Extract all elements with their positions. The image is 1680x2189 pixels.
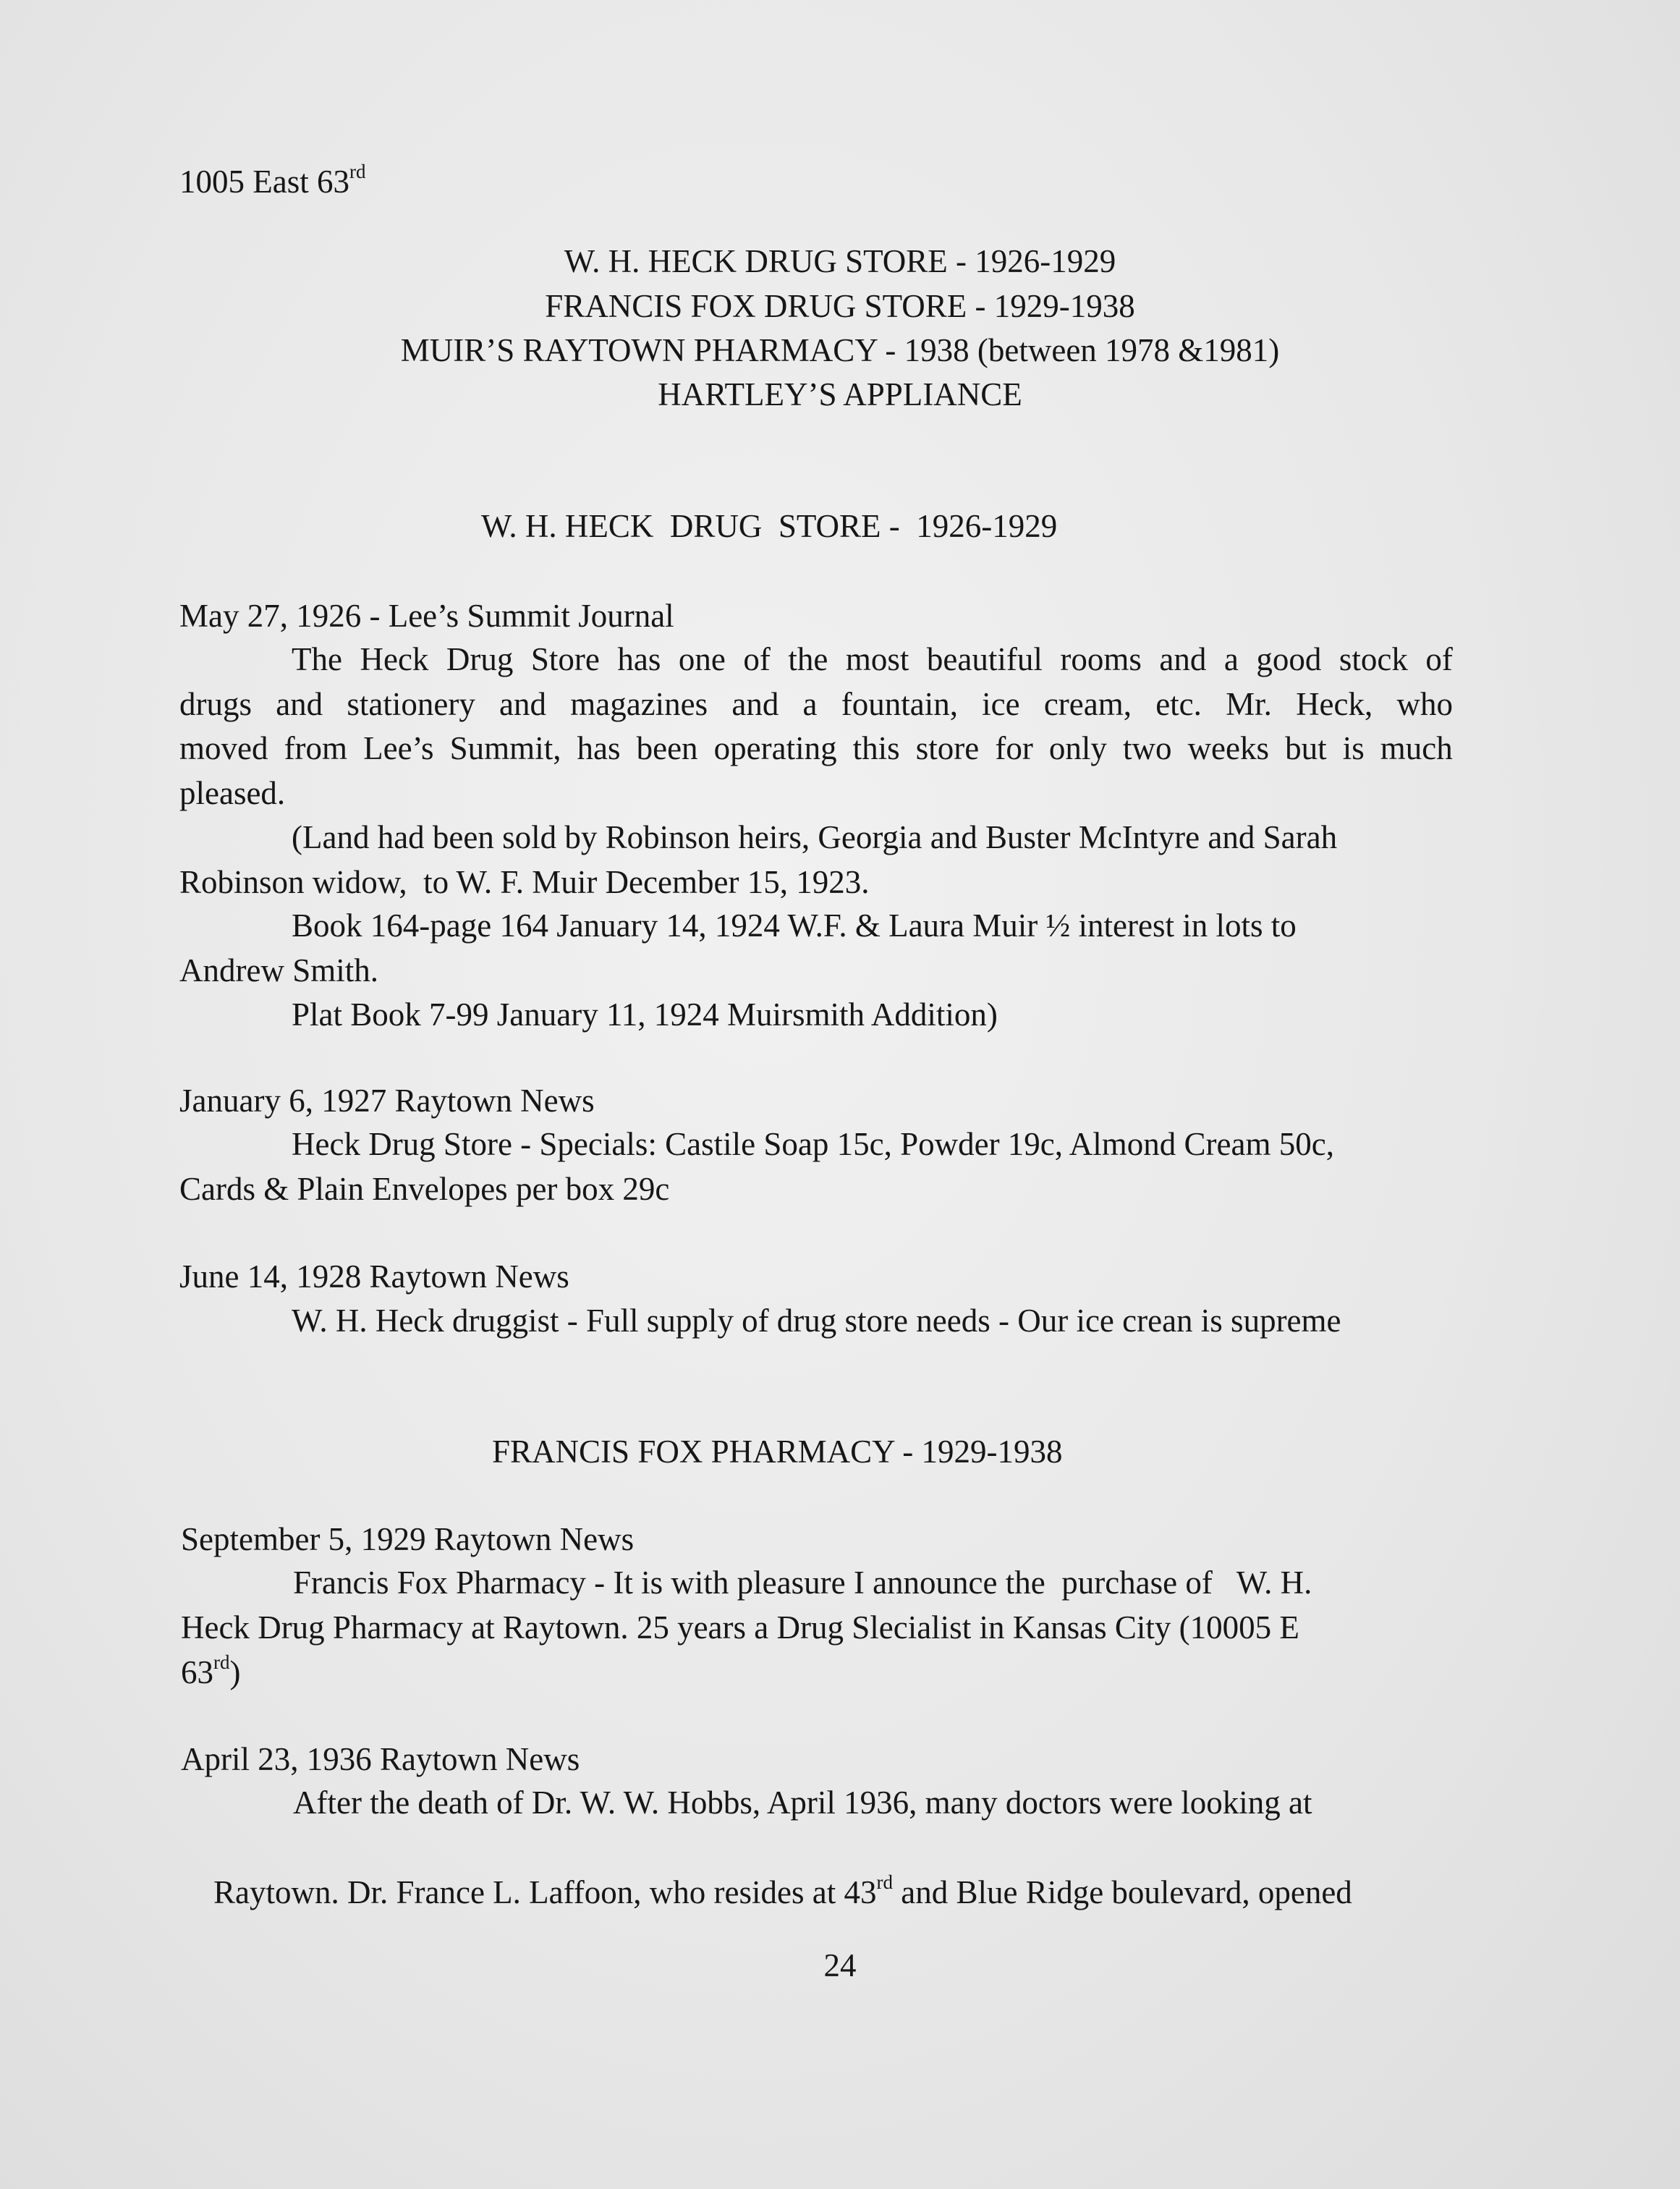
entry-text-line: W. H. Heck druggist - Full supply of drug store needs - Our ice crean is supreme [292,1303,1341,1339]
word: Store [530,641,600,677]
word: fountain, [841,686,958,722]
entry-text-line: Robinson widow, to W. F. Muir December 15, 1923. [179,864,870,900]
word: ice [982,686,1020,722]
word: much [1380,730,1453,766]
title-line-3: MUIR’S RAYTOWN PHARMACY - 1938 (between 1978 &1981) [400,332,1280,368]
word: beautiful [926,641,1043,677]
entry-text-line: (Land had been sold by Robinson heirs, Georgia and Buster McIntyre and Sarah [292,819,1338,855]
word: good [1256,641,1322,677]
word: moved [179,730,268,766]
word: weeks [1187,730,1270,766]
entry-text-line: Cards & Plain Envelopes per box 29c [179,1171,670,1207]
entry-text-line: After the death of Dr. W. W. Hobbs, April 1936, many doctors were looking at [293,1784,1312,1821]
entry-text: 63 [181,1654,213,1690]
word: of [743,641,771,677]
word: and [276,686,323,722]
word: stock [1339,641,1408,677]
entry-text-line [181,1650,241,1695]
entry-text-line [179,682,1453,727]
word: The [292,641,342,677]
entry-superscript: rd [213,1651,230,1673]
word: and [1159,641,1207,677]
word: this [852,730,900,766]
word: etc. [1155,686,1202,722]
word: Mr. [1226,686,1272,722]
word: of [1425,641,1453,677]
word: but [1285,730,1327,766]
entry-text-line: Heck Drug Store - Specials: Castile Soap 15c, Powder 19c, Almond Cream 50c, [292,1126,1334,1162]
entry-header: September 5, 1929 Raytown News [181,1521,635,1557]
word: who [1396,686,1453,722]
entry-text: ) [229,1654,241,1690]
word: has [617,641,661,677]
entry-text-line [179,637,1453,682]
word: magazines [570,686,708,722]
entry-text-line [179,726,1453,771]
word: only [1048,730,1107,766]
word: and [499,686,547,722]
entry-text-line [181,1825,1352,1960]
word: a [1223,641,1239,677]
word: a [802,686,818,722]
entry-text-line: Andrew Smith. [179,952,378,988]
word: two [1122,730,1172,766]
word: one [678,641,726,677]
address-superscript: rd [349,161,366,182]
title-line-4: HARTLEY’S APPLIANCE [658,376,1022,412]
entry-text: Raytown. Dr. France L. Laffoon, who resides at 43 [213,1874,877,1910]
title-line-2: FRANCIS FOX DRUG STORE - 1929-1938 [545,288,1135,324]
title-line-1: W. H. HECK DRUG STORE - 1926-1929 [564,243,1116,279]
word: Heck [360,641,429,677]
entry-superscript: rd [876,1871,893,1893]
address-line [179,159,365,204]
entry-header: May 27, 1926 - Lee’s Summit Journal [179,598,674,634]
entry-text-line: Plat Book 7-99 January 11, 1924 Muirsmith Addition) [292,996,998,1033]
word: the [788,641,828,677]
word: store [915,730,980,766]
word: is [1342,730,1365,766]
word: Lee’s [363,730,434,766]
section-heading-fox: FRANCIS FOX PHARMACY - 1929-1938 [492,1434,1063,1470]
entry-header: January 6, 1927 Raytown News [179,1083,595,1119]
word: for [995,730,1033,766]
page-number: 24 [823,1947,857,1983]
word: operating [713,730,837,766]
word: and [731,686,779,722]
entry-header: April 23, 1936 Raytown News [181,1741,580,1777]
entry-text: and Blue Ridge boulevard, opened [892,1874,1352,1910]
entry-header: June 14, 1928 Raytown News [179,1258,569,1295]
word: Heck, [1296,686,1373,722]
word: drugs [179,686,252,722]
entry-text-line: Book 164-page 164 January 14, 1924 W.F. & Laura Muir ½ interest in lots to [292,907,1297,944]
word: Summit, [449,730,561,766]
word: from [284,730,348,766]
word: stationery [347,686,475,722]
word: cream, [1043,686,1132,722]
address-text: 1005 East 63 [179,164,349,200]
word: been [636,730,698,766]
section-heading-heck: W. H. HECK DRUG STORE - 1926-1929 [481,508,1058,544]
entry-text-line: Francis Fox Pharmacy - It is with pleasure I announce the purchase of W. H. [293,1565,1312,1601]
word: Drug [446,641,514,677]
word: rooms [1060,641,1142,677]
word: has [577,730,621,766]
entry-text-line: Heck Drug Pharmacy at Raytown. 25 years a Drug Slecialist in Kansas City (10005 E [181,1609,1299,1646]
word: most [845,641,909,677]
entry-text-line: pleased. [179,775,286,811]
